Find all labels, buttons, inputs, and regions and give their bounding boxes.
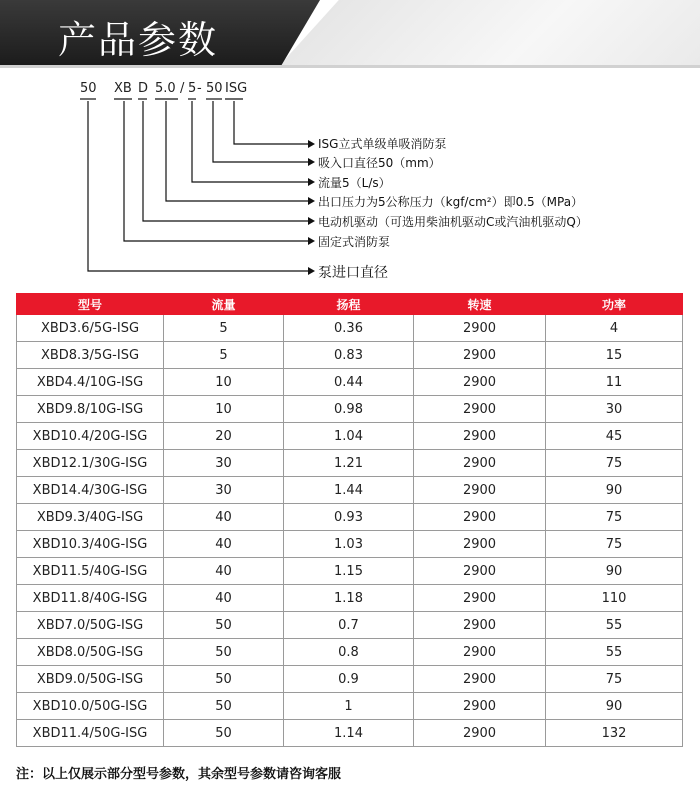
cell-power: 55 (546, 612, 683, 639)
table-row (17, 612, 683, 639)
cell-model: XBD14.4/30G-ISG (17, 477, 164, 504)
cell-power: 110 (546, 585, 683, 612)
cell-speed: 2900 (414, 612, 546, 639)
col-header-head: 扬程 (284, 294, 414, 315)
code-part-inlet: 50 (80, 81, 97, 96)
table-row (17, 531, 683, 558)
cell-head: 1.14 (284, 720, 414, 747)
model-code-diagram (0, 68, 700, 290)
cell-model: XBD9.8/10G-ISG (17, 396, 164, 423)
section-header (0, 0, 700, 65)
cell-speed: 2900 (414, 504, 546, 531)
cell-power: 75 (546, 531, 683, 558)
cell-speed: 2900 (414, 450, 546, 477)
cell-speed: 2900 (414, 585, 546, 612)
legend-inlet-diameter: 泵进口直径 (318, 265, 388, 281)
table-row (17, 666, 683, 693)
cell-head: 1 (284, 693, 414, 720)
cell-flow: 50 (164, 639, 284, 666)
cell-power: 11 (546, 369, 683, 396)
cell-flow: 40 (164, 531, 284, 558)
legend-drive: 电动机驱动（可选用柴油机驱动C或汽油机驱动Q） (318, 215, 588, 229)
cell-flow: 10 (164, 369, 284, 396)
cell-power: 90 (546, 693, 683, 720)
table-row (17, 639, 683, 666)
table-header-row (17, 294, 683, 315)
code-part-pressure: 5.0 (155, 81, 176, 96)
cell-model: XBD11.8/40G-ISG (17, 585, 164, 612)
cell-power: 75 (546, 504, 683, 531)
cell-speed: 2900 (414, 666, 546, 693)
cell-speed: 2900 (414, 693, 546, 720)
cell-model: XBD12.1/30G-ISG (17, 450, 164, 477)
cell-model: XBD9.3/40G-ISG (17, 504, 164, 531)
cell-speed: 2900 (414, 531, 546, 558)
cell-flow: 20 (164, 423, 284, 450)
cell-power: 30 (546, 396, 683, 423)
legend-fixed-pump: 固定式消防泵 (318, 235, 391, 249)
cell-power: 15 (546, 342, 683, 369)
cell-flow: 30 (164, 477, 284, 504)
code-part-slash: / (180, 81, 185, 96)
cell-speed: 2900 (414, 423, 546, 450)
cell-speed: 2900 (414, 558, 546, 585)
cell-head: 1.21 (284, 450, 414, 477)
cell-head: 1.04 (284, 423, 414, 450)
table-row (17, 450, 683, 477)
cell-flow: 50 (164, 720, 284, 747)
cell-flow: 40 (164, 585, 284, 612)
legend-suction-diameter: 吸入口直径50（mm） (318, 156, 441, 170)
cell-speed: 2900 (414, 342, 546, 369)
table-row (17, 585, 683, 612)
cell-speed: 2900 (414, 396, 546, 423)
code-part-suction: 50 (206, 81, 223, 96)
cell-head: 1.44 (284, 477, 414, 504)
col-header-flow: 流量 (164, 294, 284, 315)
cell-power: 132 (546, 720, 683, 747)
code-part-dash: - (197, 81, 202, 96)
cell-head: 0.9 (284, 666, 414, 693)
cell-speed: 2900 (414, 369, 546, 396)
table-row (17, 423, 683, 450)
cell-head: 1.15 (284, 558, 414, 585)
cell-power: 75 (546, 666, 683, 693)
cell-flow: 30 (164, 450, 284, 477)
table-row (17, 720, 683, 747)
legend-pump-type: ISG立式单级单吸消防泵 (318, 137, 447, 151)
footnote: 注：以上仅展示部分型号参数，其余型号参数请咨询客服 (16, 767, 342, 782)
cell-head: 0.7 (284, 612, 414, 639)
cell-power: 55 (546, 639, 683, 666)
table-row (17, 315, 683, 342)
cell-head: 1.03 (284, 531, 414, 558)
table-row (17, 477, 683, 504)
code-part-fixed: XB (114, 81, 132, 96)
cell-flow: 50 (164, 666, 284, 693)
cell-model: XBD11.4/50G-ISG (17, 720, 164, 747)
table-row (17, 693, 683, 720)
cell-speed: 2900 (414, 315, 546, 342)
col-header-speed: 转速 (414, 294, 546, 315)
cell-model: XBD3.6/5G-ISG (17, 315, 164, 342)
cell-flow: 5 (164, 342, 284, 369)
code-part-type: ISG (225, 81, 248, 96)
cell-flow: 50 (164, 693, 284, 720)
col-header-power: 功率 (546, 294, 683, 315)
cell-speed: 2900 (414, 639, 546, 666)
cell-model: XBD8.0/50G-ISG (17, 639, 164, 666)
cell-flow: 5 (164, 315, 284, 342)
cell-power: 45 (546, 423, 683, 450)
cell-power: 4 (546, 315, 683, 342)
col-header-model: 型号 (17, 294, 164, 315)
spec-table (16, 293, 683, 747)
table-row (17, 558, 683, 585)
cell-head: 0.44 (284, 369, 414, 396)
cell-flow: 40 (164, 558, 284, 585)
cell-head: 1.18 (284, 585, 414, 612)
cell-head: 0.93 (284, 504, 414, 531)
cell-model: XBD7.0/50G-ISG (17, 612, 164, 639)
legend-pressure: 出口压力为5公称压力（kgf/cm²）即0.5（MPa） (318, 195, 584, 209)
table-row (17, 369, 683, 396)
cell-model: XBD8.3/5G-ISG (17, 342, 164, 369)
cell-speed: 2900 (414, 720, 546, 747)
legend-flow: 流量5（L/s） (318, 176, 391, 190)
table-row (17, 342, 683, 369)
code-part-drive: D (138, 81, 149, 96)
cell-model: XBD9.0/50G-ISG (17, 666, 164, 693)
section-title: 产品参数 (58, 18, 219, 62)
cell-model: XBD10.4/20G-ISG (17, 423, 164, 450)
table-row (17, 396, 683, 423)
cell-speed: 2900 (414, 477, 546, 504)
cell-model: XBD4.4/10G-ISG (17, 369, 164, 396)
cell-flow: 50 (164, 612, 284, 639)
cell-power: 90 (546, 558, 683, 585)
cell-head: 0.36 (284, 315, 414, 342)
cell-model: XBD11.5/40G-ISG (17, 558, 164, 585)
cell-model: XBD10.0/50G-ISG (17, 693, 164, 720)
cell-flow: 40 (164, 504, 284, 531)
cell-head: 0.8 (284, 639, 414, 666)
cell-power: 75 (546, 450, 683, 477)
cell-model: XBD10.3/40G-ISG (17, 531, 164, 558)
cell-power: 90 (546, 477, 683, 504)
code-part-flow: 5 (188, 81, 197, 96)
cell-head: 0.83 (284, 342, 414, 369)
header-light-panel (280, 0, 700, 65)
table-row (17, 504, 683, 531)
cell-head: 0.98 (284, 396, 414, 423)
cell-flow: 10 (164, 396, 284, 423)
